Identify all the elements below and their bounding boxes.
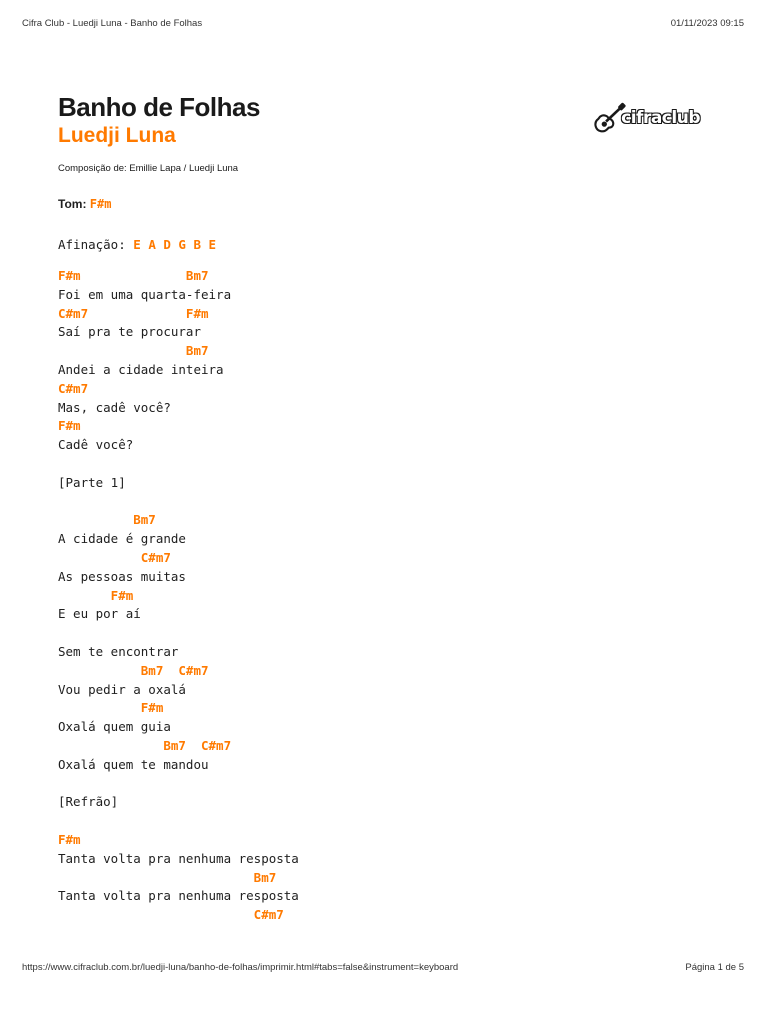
chord-line[interactable]: F#m Bm7 xyxy=(58,268,209,283)
song-key xyxy=(58,197,111,211)
print-footer xyxy=(22,962,744,973)
tuning xyxy=(58,237,216,252)
blank-line xyxy=(58,775,299,794)
chord-line[interactable]: F#m xyxy=(58,587,134,603)
chord-sheet xyxy=(58,267,299,925)
lyric-line: A cidade é grande xyxy=(58,531,186,547)
lyric-line: Vou pedir a oxalá xyxy=(58,681,186,697)
chord-line[interactable]: C#m7 xyxy=(58,907,284,923)
tom-label: Tom: xyxy=(58,197,87,211)
lyric-line: Tanta volta pra nenhuma resposta xyxy=(58,850,299,866)
lyric-line: E eu por aí xyxy=(58,606,141,622)
page-number: Página 1 de 5 xyxy=(685,962,744,973)
print-url: https://www.cifraclub.com.br/luedji-luna/banho-de-folhas/imprimir.html#tabs=false&instrument=keyboard xyxy=(22,962,459,973)
chord-line[interactable]: Bm7 xyxy=(58,869,277,885)
blank-line xyxy=(58,455,299,474)
print-datetime: 01/11/2023 09:15 xyxy=(670,18,744,29)
chord-line[interactable]: F#m xyxy=(58,418,81,434)
lyric-line: Andei a cidade inteira xyxy=(58,361,224,377)
chord-line[interactable]: F#m xyxy=(58,831,81,847)
lyric-line: Oxalá quem guia xyxy=(58,719,171,735)
chord-line[interactable]: Bm7 C#m7 xyxy=(58,662,209,678)
lyric-line: Oxalá quem te mandou xyxy=(58,756,209,772)
composer-credit: Composição de: Emillie Lapa / Luedji Luna xyxy=(58,163,239,174)
print-header xyxy=(22,18,744,29)
logo-wordmark: cifraclub xyxy=(621,108,700,128)
chord-line[interactable]: Bm7 C#m7 xyxy=(58,737,232,753)
chord-line[interactable]: Bm7 xyxy=(58,512,156,528)
lyric-line: Sem te encontrar xyxy=(58,643,179,659)
tom-key[interactable]: F#m xyxy=(89,197,112,211)
song-title: Banho de Folhas xyxy=(58,92,260,122)
lyric-line: Saí pra te procurar xyxy=(58,324,201,340)
blank-line xyxy=(58,624,299,643)
lyric-line: Mas, cadê você? xyxy=(58,399,171,415)
blank-line xyxy=(58,493,299,512)
cifraclub-logo[interactable] xyxy=(592,96,700,140)
blank-line xyxy=(58,812,299,831)
lyric-line: [Parte 1] xyxy=(58,474,126,490)
chord-line[interactable]: F#m xyxy=(58,700,164,716)
lyric-line: Cadê você? xyxy=(58,437,134,453)
chord-line[interactable]: C#m7 xyxy=(58,549,171,565)
chord-line[interactable]: C#m7 F#m xyxy=(58,305,209,321)
lyric-line: Tanta volta pra nenhuma resposta xyxy=(58,888,299,904)
lyric-line: As pessoas muitas xyxy=(58,568,186,584)
lyric-line: [Refrão] xyxy=(58,794,119,810)
artist-name[interactable]: Luedji Luna xyxy=(58,124,176,147)
tuning-label: Afinação: xyxy=(58,237,126,252)
tuning-notes[interactable]: E A D G B E xyxy=(133,237,217,252)
print-page-title: Cifra Club - Luedji Luna - Banho de Folhas xyxy=(22,18,203,29)
lyric-line: Foi em uma quarta-feira xyxy=(58,286,232,302)
chord-line[interactable]: Bm7 xyxy=(58,343,209,359)
chord-line[interactable]: C#m7 xyxy=(58,380,89,396)
